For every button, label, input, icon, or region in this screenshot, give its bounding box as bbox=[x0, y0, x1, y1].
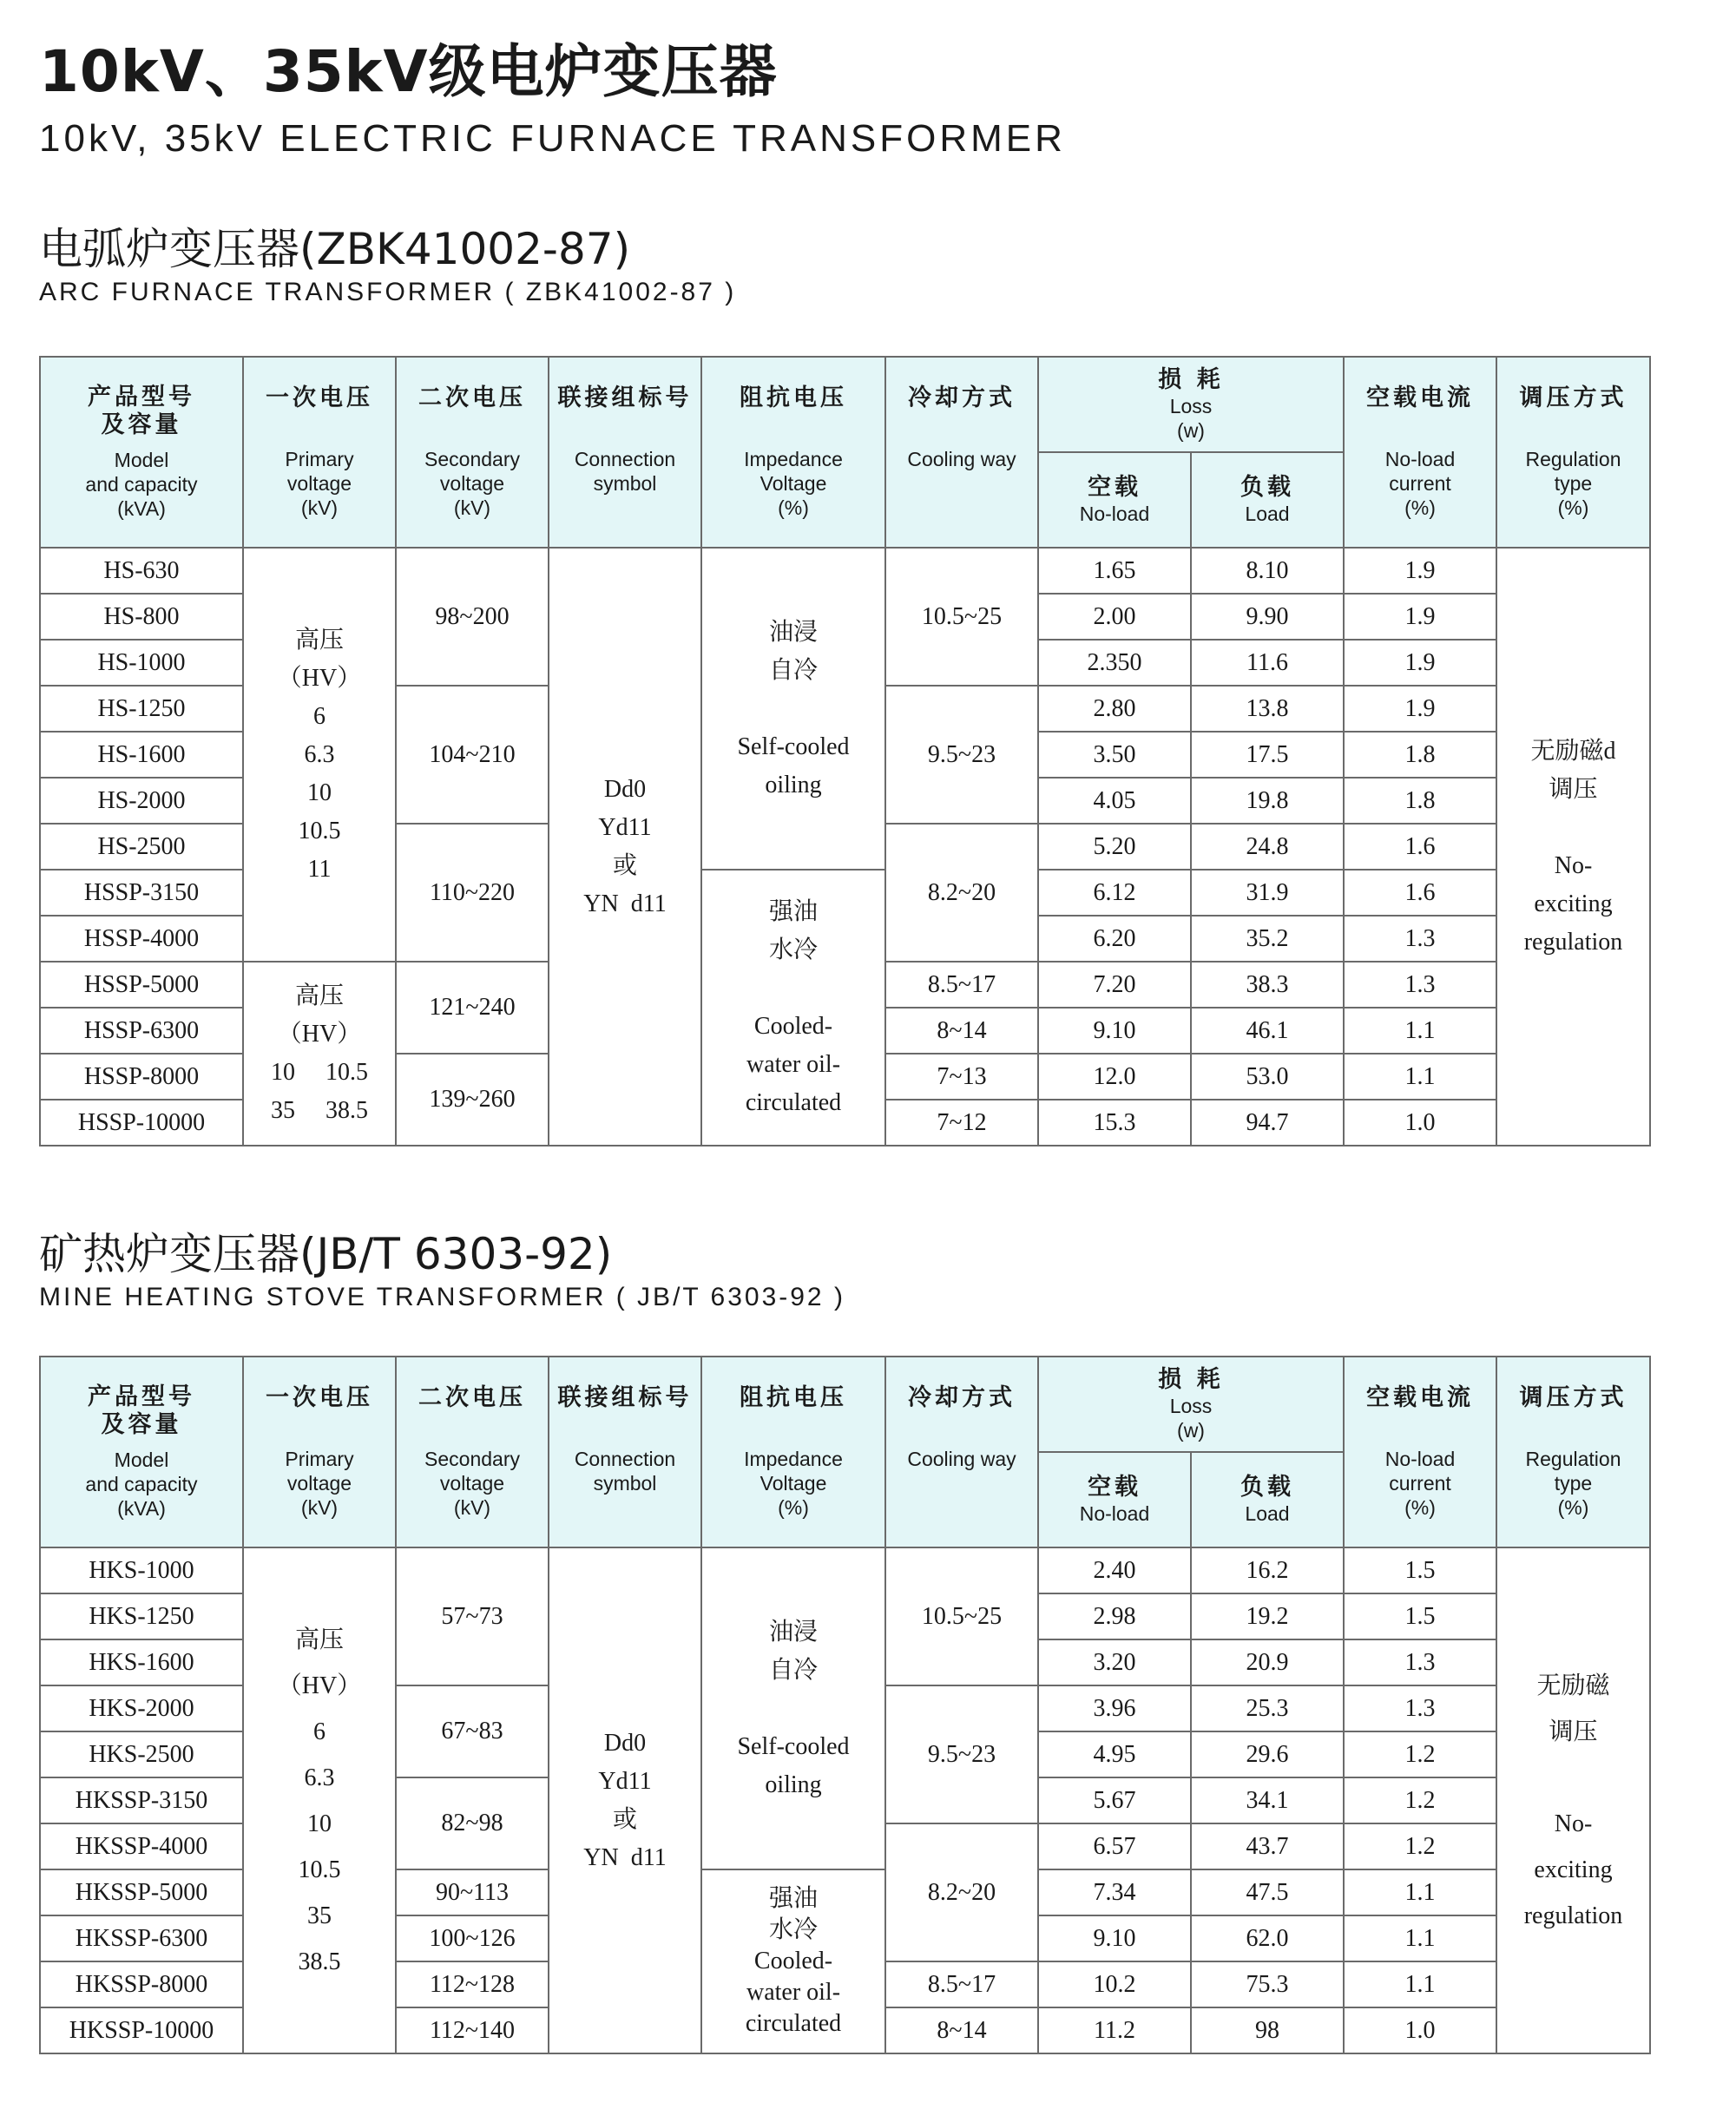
cooling-way-cell: 强油 水冷 Cooled- water oil- circulated bbox=[701, 1869, 885, 2053]
noload-loss-cell: 9.10 bbox=[1038, 1915, 1191, 1961]
noload-current-cell: 1.6 bbox=[1344, 870, 1496, 916]
header-impedance-voltage: 阻抗电压 Impedance Voltage (%) bbox=[701, 1357, 885, 1547]
load-loss-cell: 62.0 bbox=[1191, 1915, 1344, 1961]
model-cell: HSSP-4000 bbox=[40, 916, 243, 962]
load-loss-cell: 8.10 bbox=[1191, 548, 1344, 594]
cooling-way-cell: 油浸 自冷 Self-cooled oiling bbox=[701, 548, 885, 870]
header-impedance-voltage: 阻抗电压 Impedance Voltage (%) bbox=[701, 357, 885, 548]
noload-loss-cell: 2.00 bbox=[1038, 594, 1191, 640]
noload-current-cell: 1.1 bbox=[1344, 1054, 1496, 1100]
model-cell: HS-630 bbox=[40, 548, 243, 594]
impedance-voltage-cell: 7~12 bbox=[885, 1100, 1038, 1146]
model-cell: HS-800 bbox=[40, 594, 243, 640]
load-loss-cell: 47.5 bbox=[1191, 1869, 1344, 1915]
noload-current-cell: 1.1 bbox=[1344, 1008, 1496, 1054]
impedance-voltage-cell: 8.5~17 bbox=[885, 1961, 1038, 2007]
model-cell: HS-2500 bbox=[40, 824, 243, 870]
noload-loss-cell: 4.05 bbox=[1038, 778, 1191, 824]
noload-current-cell: 1.5 bbox=[1344, 1593, 1496, 1639]
noload-loss-cell: 2.80 bbox=[1038, 686, 1191, 732]
load-loss-cell: 29.6 bbox=[1191, 1731, 1344, 1777]
noload-current-cell: 1.1 bbox=[1344, 1869, 1496, 1915]
header-noload-loss: 空载 No-load bbox=[1038, 1452, 1191, 1547]
noload-current-cell: 1.0 bbox=[1344, 1100, 1496, 1146]
header-connection-symbol: 联接组标号 Connection symbol bbox=[549, 357, 701, 548]
noload-current-cell: 1.1 bbox=[1344, 1915, 1496, 1961]
noload-loss-cell: 3.50 bbox=[1038, 732, 1191, 778]
header-secondary-voltage: 二次电压 Secondary voltage (kV) bbox=[396, 357, 549, 548]
noload-loss-cell: 15.3 bbox=[1038, 1100, 1191, 1146]
model-cell: HKSSP-5000 bbox=[40, 1869, 243, 1915]
load-loss-cell: 94.7 bbox=[1191, 1100, 1344, 1146]
mine-section-title: 矿热炉变压器(JB/T 6303-92) bbox=[39, 1229, 613, 1279]
load-loss-cell: 53.0 bbox=[1191, 1054, 1344, 1100]
header-connection-symbol: 联接组标号 Connection symbol bbox=[549, 1357, 701, 1547]
secondary-voltage-cell: 57~73 bbox=[396, 1547, 549, 1685]
noload-current-cell: 1.9 bbox=[1344, 640, 1496, 686]
noload-loss-cell: 9.10 bbox=[1038, 1008, 1191, 1054]
noload-loss-cell: 10.2 bbox=[1038, 1961, 1191, 2007]
impedance-voltage-cell: 9.5~23 bbox=[885, 686, 1038, 824]
model-cell: HKS-2000 bbox=[40, 1685, 243, 1731]
regulation-type-cell: 无励磁 调压 No- exciting regulation bbox=[1496, 1547, 1650, 2053]
header-model: 产品型号 及容量 Model and capacity (kVA) bbox=[40, 1357, 243, 1547]
header-primary-voltage: 一次电压 Primary voltage (kV) bbox=[243, 357, 396, 548]
load-loss-cell: 17.5 bbox=[1191, 732, 1344, 778]
model-cell: HS-1600 bbox=[40, 732, 243, 778]
header-noload-current: 空载电流 No-load current (%) bbox=[1344, 357, 1496, 548]
secondary-voltage-cell: 139~260 bbox=[396, 1054, 549, 1146]
noload-current-cell: 1.9 bbox=[1344, 548, 1496, 594]
model-cell: HKSSP-10000 bbox=[40, 2007, 243, 2053]
impedance-voltage-cell: 10.5~25 bbox=[885, 1547, 1038, 1685]
noload-loss-cell: 6.20 bbox=[1038, 916, 1191, 962]
load-loss-cell: 46.1 bbox=[1191, 1008, 1344, 1054]
model-cell: HKS-1000 bbox=[40, 1547, 243, 1593]
model-cell: HSSP-8000 bbox=[40, 1054, 243, 1100]
load-loss-cell: 20.9 bbox=[1191, 1639, 1344, 1685]
secondary-voltage-cell: 67~83 bbox=[396, 1685, 549, 1777]
load-loss-cell: 75.3 bbox=[1191, 1961, 1344, 2007]
header-loss: 损 耗 Loss (w) bbox=[1038, 357, 1344, 452]
noload-current-cell: 1.9 bbox=[1344, 594, 1496, 640]
load-loss-cell: 35.2 bbox=[1191, 916, 1344, 962]
page-title: 10kV、35kV级电炉变压器 bbox=[39, 38, 778, 105]
connection-symbol-cell: Dd0 Yd11 或 YN d11 bbox=[549, 548, 701, 1146]
model-cell: HSSP-6300 bbox=[40, 1008, 243, 1054]
noload-loss-cell: 11.2 bbox=[1038, 2007, 1191, 2053]
noload-loss-cell: 2.350 bbox=[1038, 640, 1191, 686]
noload-loss-cell: 7.20 bbox=[1038, 962, 1191, 1008]
noload-current-cell: 1.1 bbox=[1344, 1961, 1496, 2007]
primary-voltage-cell: 高压 （HV） 6 6.3 10 10.5 11 bbox=[243, 548, 396, 962]
impedance-voltage-cell: 8.2~20 bbox=[885, 824, 1038, 962]
noload-loss-cell: 12.0 bbox=[1038, 1054, 1191, 1100]
load-loss-cell: 19.2 bbox=[1191, 1593, 1344, 1639]
connection-symbol-cell: Dd0 Yd11 或 YN d11 bbox=[549, 1547, 701, 2053]
load-loss-cell: 38.3 bbox=[1191, 962, 1344, 1008]
impedance-voltage-cell: 8~14 bbox=[885, 1008, 1038, 1054]
model-cell: HS-1250 bbox=[40, 686, 243, 732]
noload-loss-cell: 5.20 bbox=[1038, 824, 1191, 870]
impedance-voltage-cell: 8.5~17 bbox=[885, 962, 1038, 1008]
secondary-voltage-cell: 104~210 bbox=[396, 686, 549, 824]
primary-voltage-cell: 高压 （HV） 6 6.3 10 10.5 35 38.5 bbox=[243, 1547, 396, 2053]
regulation-type-cell: 无励磁d 调压 No- exciting regulation bbox=[1496, 548, 1650, 1146]
noload-loss-cell: 6.57 bbox=[1038, 1823, 1191, 1869]
noload-loss-cell: 6.12 bbox=[1038, 870, 1191, 916]
noload-current-cell: 1.3 bbox=[1344, 1685, 1496, 1731]
noload-loss-cell: 1.65 bbox=[1038, 548, 1191, 594]
noload-loss-cell: 7.34 bbox=[1038, 1869, 1191, 1915]
noload-current-cell: 1.2 bbox=[1344, 1731, 1496, 1777]
secondary-voltage-cell: 82~98 bbox=[396, 1777, 549, 1869]
arc-furnace-table bbox=[39, 356, 1651, 1146]
load-loss-cell: 24.8 bbox=[1191, 824, 1344, 870]
header-cooling-way: 冷却方式 Cooling way bbox=[885, 357, 1038, 548]
header-secondary-voltage: 二次电压 Secondary voltage (kV) bbox=[396, 1357, 549, 1547]
model-cell: HS-1000 bbox=[40, 640, 243, 686]
load-loss-cell: 98 bbox=[1191, 2007, 1344, 2053]
load-loss-cell: 11.6 bbox=[1191, 640, 1344, 686]
model-cell: HSSP-3150 bbox=[40, 870, 243, 916]
noload-loss-cell: 5.67 bbox=[1038, 1777, 1191, 1823]
model-cell: HS-2000 bbox=[40, 778, 243, 824]
impedance-voltage-cell: 7~13 bbox=[885, 1054, 1038, 1100]
header-noload-loss: 空载 No-load bbox=[1038, 452, 1191, 548]
model-cell: HKSSP-6300 bbox=[40, 1915, 243, 1961]
model-cell: HSSP-5000 bbox=[40, 962, 243, 1008]
primary-voltage-cell: 高压 （HV） 10 10.5 35 38.5 bbox=[243, 962, 396, 1146]
noload-current-cell: 1.3 bbox=[1344, 1639, 1496, 1685]
mine-section-subtitle: MINE HEATING STOVE TRANSFORMER ( JB/T 6303-92 ) bbox=[39, 1283, 845, 1311]
noload-loss-cell: 4.95 bbox=[1038, 1731, 1191, 1777]
header-load-loss: 负载 Load bbox=[1191, 452, 1344, 548]
noload-current-cell: 1.3 bbox=[1344, 962, 1496, 1008]
header-cooling-way: 冷却方式 Cooling way bbox=[885, 1357, 1038, 1547]
impedance-voltage-cell: 9.5~23 bbox=[885, 1685, 1038, 1823]
cooling-way-cell: 强油 水冷 Cooled- water oil- circulated bbox=[701, 870, 885, 1146]
secondary-voltage-cell: 90~113 bbox=[396, 1869, 549, 1915]
noload-current-cell: 1.0 bbox=[1344, 2007, 1496, 2053]
load-loss-cell: 9.90 bbox=[1191, 594, 1344, 640]
mine-heating-table bbox=[39, 1356, 1651, 2054]
load-loss-cell: 43.7 bbox=[1191, 1823, 1344, 1869]
model-cell: HKSSP-4000 bbox=[40, 1823, 243, 1869]
secondary-voltage-cell: 121~240 bbox=[396, 962, 549, 1054]
impedance-voltage-cell: 10.5~25 bbox=[885, 548, 1038, 686]
noload-current-cell: 1.5 bbox=[1344, 1547, 1496, 1593]
header-primary-voltage: 一次电压 Primary voltage (kV) bbox=[243, 1357, 396, 1547]
noload-current-cell: 1.2 bbox=[1344, 1823, 1496, 1869]
cooling-way-cell: 油浸 自冷 Self-cooled oiling bbox=[701, 1547, 885, 1869]
noload-current-cell: 1.3 bbox=[1344, 916, 1496, 962]
model-cell: HKSSP-3150 bbox=[40, 1777, 243, 1823]
header-noload-current: 空载电流 No-load current (%) bbox=[1344, 1357, 1496, 1547]
secondary-voltage-cell: 98~200 bbox=[396, 548, 549, 686]
arc-section-title: 电弧炉变压器(ZBK41002-87) bbox=[39, 224, 631, 274]
impedance-voltage-cell: 8.2~20 bbox=[885, 1823, 1038, 1961]
header-regulation-type: 调压方式 Regulation type (%) bbox=[1496, 357, 1650, 548]
load-loss-cell: 34.1 bbox=[1191, 1777, 1344, 1823]
load-loss-cell: 19.8 bbox=[1191, 778, 1344, 824]
noload-current-cell: 1.6 bbox=[1344, 824, 1496, 870]
load-loss-cell: 16.2 bbox=[1191, 1547, 1344, 1593]
header-model: 产品型号 及容量 Model and capacity (kVA) bbox=[40, 357, 243, 548]
model-cell: HKSSP-8000 bbox=[40, 1961, 243, 2007]
impedance-voltage-cell: 8~14 bbox=[885, 2007, 1038, 2053]
noload-loss-cell: 3.96 bbox=[1038, 1685, 1191, 1731]
noload-loss-cell: 3.20 bbox=[1038, 1639, 1191, 1685]
model-cell: HSSP-10000 bbox=[40, 1100, 243, 1146]
header-regulation-type: 调压方式 Regulation type (%) bbox=[1496, 1357, 1650, 1547]
header-loss: 损 耗 Loss (w) bbox=[1038, 1357, 1344, 1452]
noload-current-cell: 1.8 bbox=[1344, 732, 1496, 778]
model-cell: HKS-1250 bbox=[40, 1593, 243, 1639]
model-cell: HKS-2500 bbox=[40, 1731, 243, 1777]
model-cell: HKS-1600 bbox=[40, 1639, 243, 1685]
noload-current-cell: 1.9 bbox=[1344, 686, 1496, 732]
secondary-voltage-cell: 100~126 bbox=[396, 1915, 549, 1961]
load-loss-cell: 13.8 bbox=[1191, 686, 1344, 732]
noload-current-cell: 1.2 bbox=[1344, 1777, 1496, 1823]
arc-section-subtitle: ARC FURNACE TRANSFORMER ( ZBK41002-87 ) bbox=[39, 278, 737, 306]
page-subtitle: 10kV, 35kV ELECTRIC FURNACE TRANSFORMER bbox=[39, 117, 1066, 160]
noload-loss-cell: 2.40 bbox=[1038, 1547, 1191, 1593]
load-loss-cell: 31.9 bbox=[1191, 870, 1344, 916]
secondary-voltage-cell: 110~220 bbox=[396, 824, 549, 962]
noload-loss-cell: 2.98 bbox=[1038, 1593, 1191, 1639]
noload-current-cell: 1.8 bbox=[1344, 778, 1496, 824]
secondary-voltage-cell: 112~140 bbox=[396, 2007, 549, 2053]
secondary-voltage-cell: 112~128 bbox=[396, 1961, 549, 2007]
header-load-loss: 负载 Load bbox=[1191, 1452, 1344, 1547]
load-loss-cell: 25.3 bbox=[1191, 1685, 1344, 1731]
